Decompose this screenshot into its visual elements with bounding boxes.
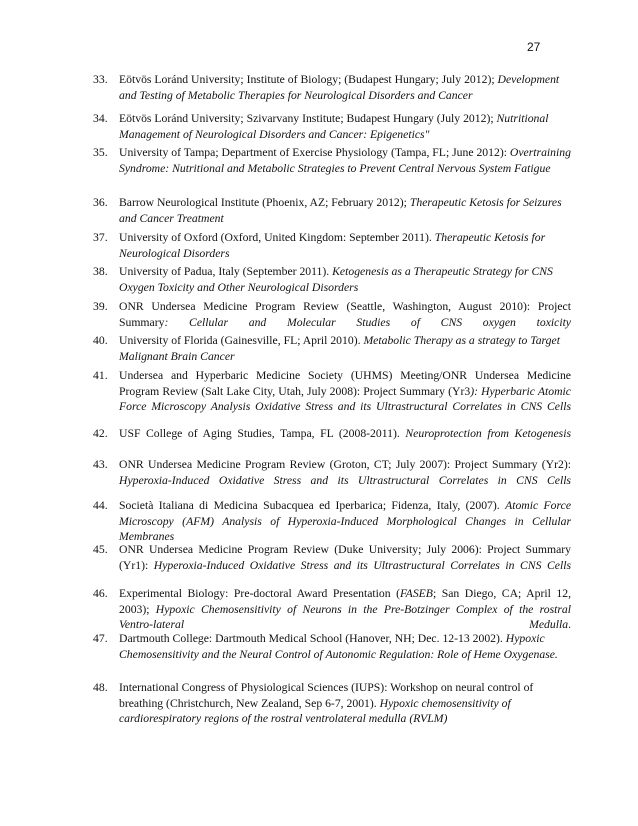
list-item	[93, 426, 571, 442]
list-item	[93, 680, 571, 727]
item-title: Development and Testing of Metabolic Therapies for Neurological Disorders and Cancer	[119, 73, 560, 102]
item-number: 43.	[93, 458, 108, 471]
item-venue: ONR Undersea Medicine Program Review (Duke University; July 2006): Project Summary (Yr1):	[119, 543, 571, 572]
item-title: Atomic Force Microscopy (AFM) Analysis of Hyperoxia-Induced Morphological Changes in Cellular Membranes	[119, 499, 572, 543]
list-item	[93, 368, 571, 415]
item-venue: Barrow Neurological Institute (Phoenix, AZ; February 2012);	[119, 196, 407, 209]
item-number: 36.	[93, 196, 108, 209]
item-venue: University of Florida (Gainesville, FL; April 2010).	[119, 334, 361, 347]
item-venue: University of Tampa; Department of Exercise Physiology (Tampa, FL; June 2012):	[119, 146, 507, 159]
item-venue: Eötvös Loránd University; Szivarvany Institute; Budapest Hungary (July 2012);	[119, 112, 494, 125]
item-venue: University of Oxford (Oxford, United Kingdom: September 2011).	[119, 231, 432, 244]
item-venue: Undersea and Hyperbaric Medicine Society (UHMS) Meeting/ONR Undersea Medicine Program Review (Salt Lake City, Utah, July 2008): Project Summary (Yr3	[119, 369, 571, 398]
item-title: : Cellular and Molecular Studies of CNS oxygen toxicity	[164, 315, 571, 329]
page-number: 27	[527, 40, 541, 54]
item-venue: ONR Undersea Medicine Program Review (Seattle, Washington, August 2010): Project Summary	[119, 300, 571, 329]
item-number: 33.	[93, 73, 108, 86]
list-item	[93, 195, 571, 226]
list-item	[93, 72, 571, 103]
item-venue: Dartmouth College: Dartmouth Medical School (Hanover, NH; Dec. 12-13 2002).	[119, 632, 503, 645]
item-number: 40.	[93, 334, 108, 347]
item-venue-detail: ; San Diego, CA; April 12, 2003);	[119, 587, 571, 616]
list-item	[93, 264, 571, 295]
item-title: Ketogenesis as a Therapeutic Strategy for CNS Oxygen Toxicity and Other Neurological Disorders	[119, 265, 553, 294]
list-item	[93, 631, 571, 662]
item-venue: University of Padua, Italy (September 2011).	[119, 265, 330, 278]
item-venue: Eötvös Loránd University; Institute of Biology; (Budapest Hungary; July 2012);	[119, 73, 495, 86]
item-number: 35.	[93, 146, 108, 159]
list-item	[93, 145, 571, 176]
item-number: 38.	[93, 265, 108, 278]
list-item	[93, 457, 571, 488]
item-title: Therapeutic Ketosis for Neurological Disorders	[119, 231, 546, 260]
item-venue: USF College of Aging Studies, Tampa, FL (2008-2011).	[119, 427, 400, 440]
item-number: 45.	[93, 543, 108, 556]
list-item	[93, 586, 571, 633]
item-title: Hypoxic Chemosensitivity of Neurons in the Pre-Botzinger Complex of the rostral Ventro-lateral Medulla	[119, 602, 572, 631]
item-number: 48.	[93, 681, 108, 694]
item-number: 41.	[93, 369, 108, 382]
list-item	[93, 542, 571, 573]
item-number: 44.	[93, 499, 108, 512]
item-title: Hypoxic chemosensitivity of cardiorespiratory regions of the rostral ventrolateral medulla (RVLM)	[119, 696, 511, 725]
item-tail: .	[568, 618, 571, 631]
item-venue: Società Italiana di Medicina Subacquea ed Iperbarica; Fidenza, Italy, (2007).	[119, 499, 500, 512]
item-number: 37.	[93, 231, 108, 244]
item-number: 34.	[93, 112, 108, 125]
item-venue: International Congress of Physiological Sciences (IUPS): Workshop on neural control of breathing (Christchurch, New Zealand, Sep 6-7, 2001).	[119, 681, 534, 710]
list-item	[93, 230, 571, 261]
item-emphasis: FASEB	[400, 587, 433, 600]
item-title: Neuroprotection from Ketogenesis	[405, 427, 572, 440]
item-number: 39.	[93, 300, 108, 313]
item-number: 47.	[93, 632, 108, 645]
item-title: Hyperoxia-Induced Oxidative Stress and its Ultrastructural Correlates in CNS Cells	[119, 473, 571, 487]
item-venue: ONR Undersea Medicine Program Review (Groton, CT; July 2007): Project Summary (Yr2):	[119, 458, 571, 471]
item-title: Hyperoxia-Induced Oxidative Stress and its Ultrastructural Correlates in CNS Cells	[153, 558, 571, 572]
item-title: Therapeutic Ketosis for Seizures and Cancer Treatment	[119, 196, 562, 225]
list-item	[93, 333, 571, 364]
item-title: Overtraining Syndrome: Nutritional and Metabolic Strategies to Prevent Central Nervous System Fatigue	[119, 146, 571, 175]
item-title: Hypoxic Chemosensitivity and the Neural Control of Autonomic Regulation: Role of Heme Oxygenase.	[119, 632, 558, 661]
item-number: 42.	[93, 427, 108, 440]
item-title: Metabolic Therapy as a strategy to Target Malignant Brain Cancer	[119, 334, 560, 363]
item-title: Nutritional Management of Neurological Disorders and Cancer: Epigenetics"	[119, 112, 549, 141]
list-item	[93, 498, 571, 545]
item-title: ): Hyperbaric Atomic Force Microscopy Analysis Oxidative Stress and its Ultrastructural Correlates in CNS Cells	[119, 384, 571, 413]
item-venue: Experimental Biology: Pre-doctoral Award Presentation (	[119, 587, 401, 600]
list-item	[93, 111, 571, 142]
item-number: 46.	[93, 587, 108, 600]
list-item	[93, 299, 571, 330]
